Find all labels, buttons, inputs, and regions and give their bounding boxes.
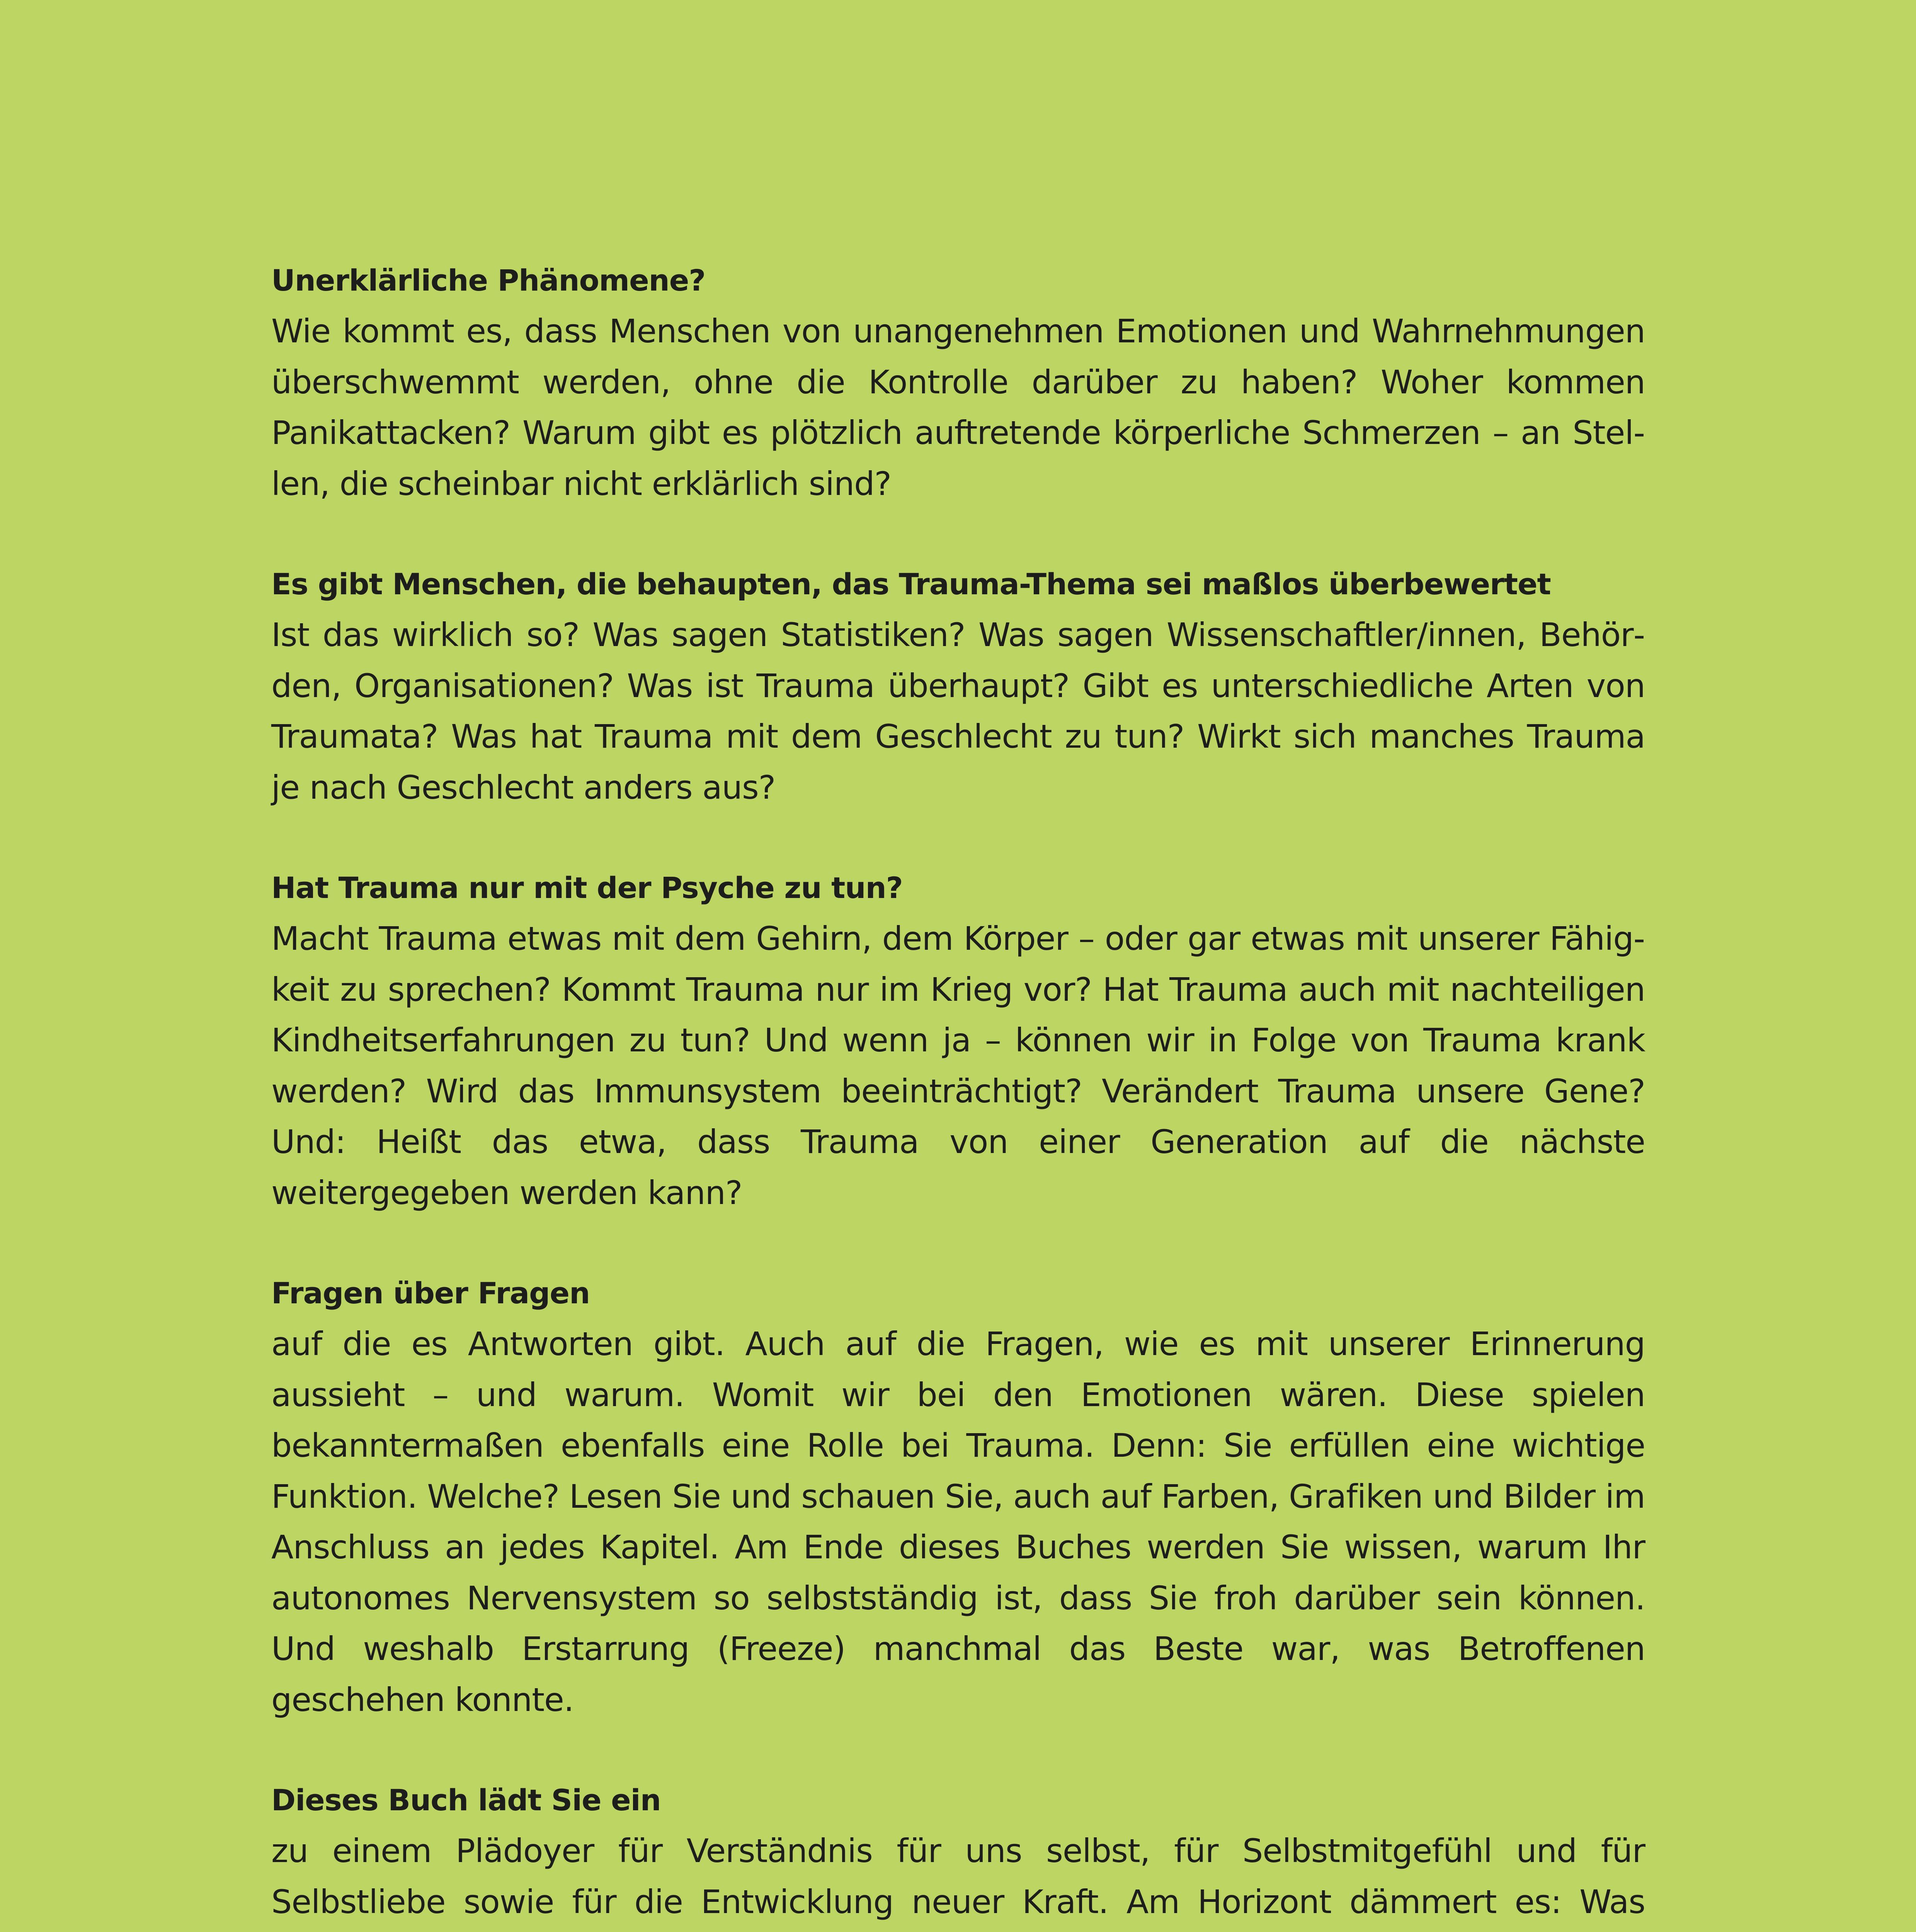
section-body: Wie kommt es, dass Menschen von unangenehmen Emotionen und Wahrnehmungen überschwemmt werden, ohne die Kontrolle darüber zu haben? Woher kommen Panikattacken? Warum gibt es plötzlich auftretende körperliche Schmerzen – an Stellen, die scheinbar nicht erklärlich sind? <box>271 312 1645 503</box>
section-fragen-ueber-fragen <box>271 1268 1645 1725</box>
section-body: auf die es Antworten gibt. Auch auf die Fragen, wie es mit unserer Erinnerung aussieht – und warum. Womit wir bei den Emotionen wären. Diese spielen bekanntermaßen ebenfalls eine Rolle bei Trauma. Denn: Sie erfüllen eine wichtige Funktion. Welche? Lesen Sie und schauen Sie, auch auf Farben, Grafiken und Bilder im Anschluss an jedes Kapitel. Am Ende dieses Buches werden Sie wissen, warum Ihr autonomes Nervensystem so selbstständig ist, dass Sie froh darüber sein können. Und weshalb Erstarrung (Freeze) manchmal das Beste war, was Betroffenen geschehen konnte. <box>271 1325 1645 1719</box>
section-heading: Unerklärliche Phänomene? <box>271 263 706 298</box>
section-heading: Fragen über Fragen <box>271 1276 590 1310</box>
section-body: Ist das wirklich so? Was sagen Statistiken? Was sagen Wissenschaftler/innen, Behörden, Organisationen? Was ist Trauma überhaupt? Gibt es unterschiedliche Arten von Traumata? Was hat Trauma mit dem Geschlecht zu tun? Wirkt sich manches Trauma je nach Geschlecht anders aus? <box>271 616 1645 806</box>
section-heading: Es gibt Menschen, die behaupten, das Trauma-Thema sei maßlos überbewertet <box>271 567 1551 601</box>
section-trauma-ueberbewertet <box>271 559 1645 813</box>
section-buch-laedt-ein <box>271 1775 1645 1932</box>
section-body: zu einem Plädoyer für Verständnis für uns selbst, für Selbstmitgefühl und für Selbstliebe sowie für die Entwicklung neuer Kraft. Am Horizont dämmert es: Was <box>271 1832 1645 1921</box>
section-body: Macht Trauma etwas mit dem Gehirn, dem Körper – oder gar etwas mit unserer Fähigkeit zu sprechen? Kommt Trauma nur im Krieg vor? Hat Trauma auch mit nachteiligen Kindheitserfahrungen zu tun? Und wenn ja – können wir in Folge von Trauma krank werden? Wird das Immunsystem beeinträchtigt? Verändert Trauma unsere Gene? Und: Heißt das etwa, dass Trauma von einer Generation auf die nächste weitergegeben werden kann? <box>271 920 1645 1212</box>
section-unerklaerliche-phaenomene <box>271 255 1645 509</box>
back-cover-text <box>271 255 1645 1932</box>
section-heading: Hat Trauma nur mit der Psyche zu tun? <box>271 871 903 905</box>
section-trauma-psyche <box>271 862 1645 1218</box>
section-heading: Dieses Buch lädt Sie ein <box>271 1783 661 1817</box>
